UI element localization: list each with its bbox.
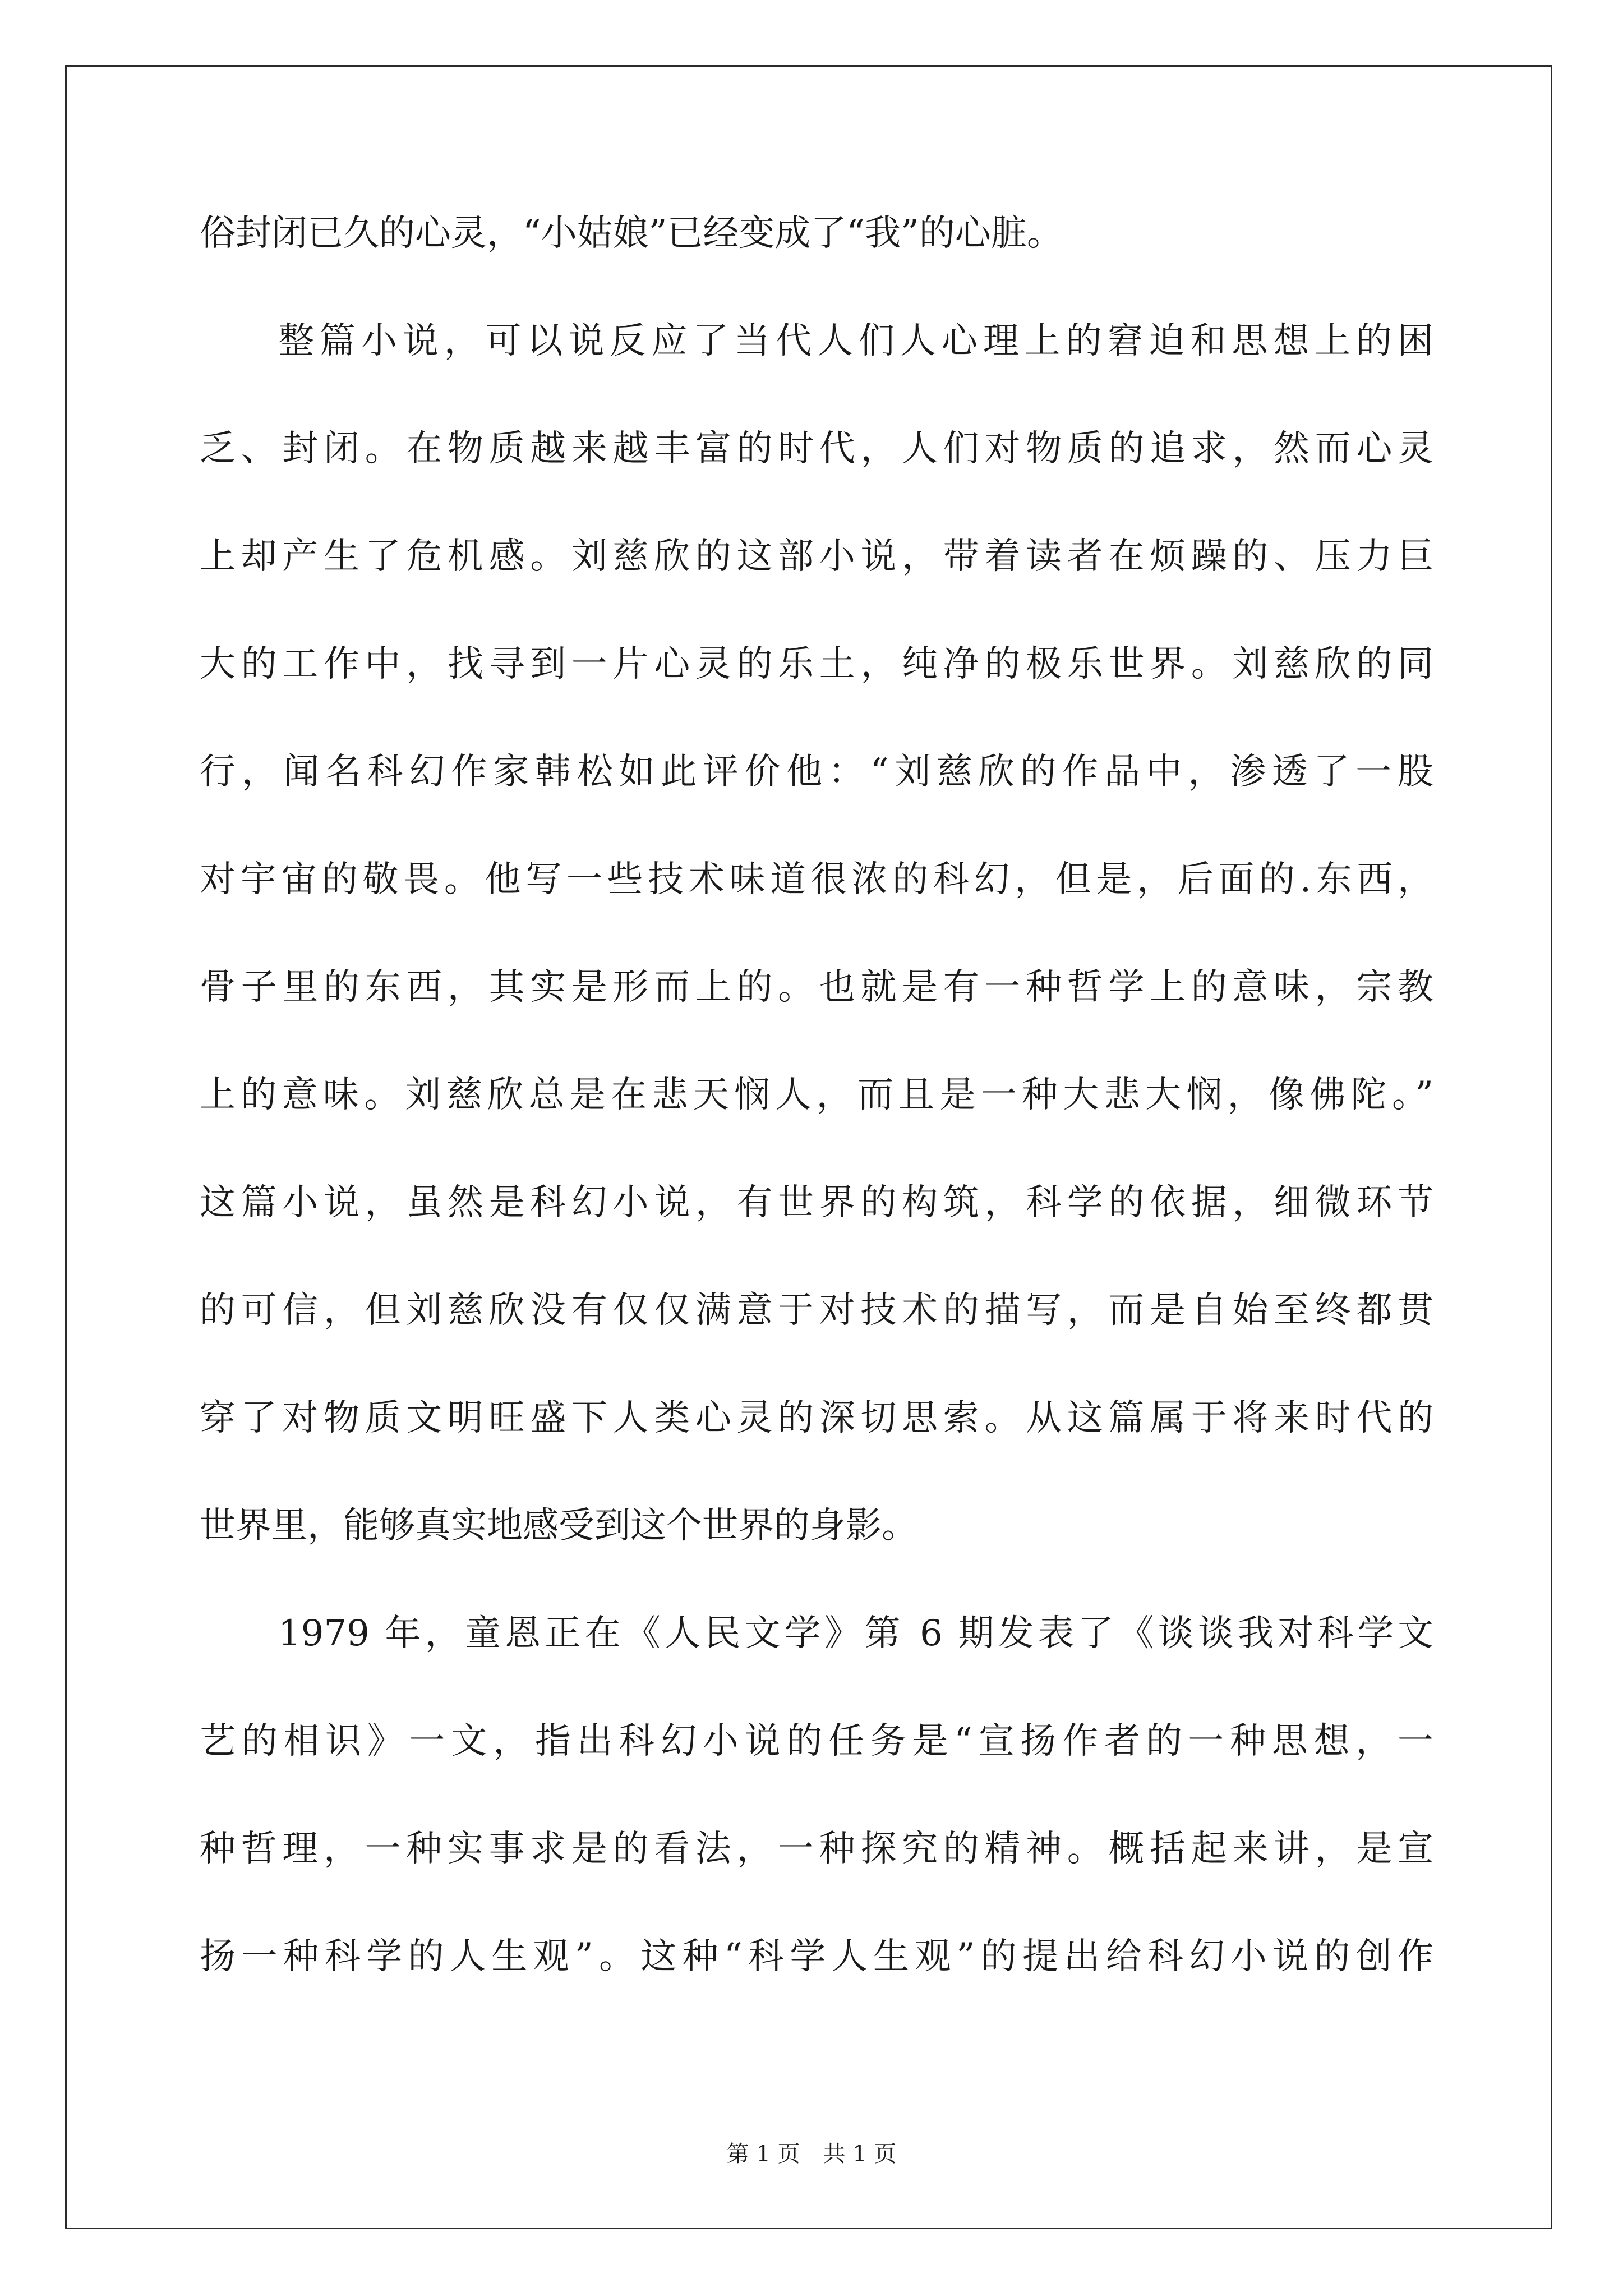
text-line: 对宇宙的敬畏。他写一些技术味道很浓的科幻，但是，后面的.东西， [200, 859, 1433, 900]
text-line: 上却产生了危机感。刘慈欣的这部小说，带着读者在烦躁的、压力巨 [200, 536, 1433, 577]
text-line: 大的工作中，找寻到一片心灵的乐土，纯净的极乐世界。刘慈欣的同 [200, 643, 1433, 685]
text-line: 整篇小说，可以说反应了当代人们人心理上的窘迫和思想上的困 [278, 320, 1433, 362]
page-total: 共 1 页 [823, 2141, 897, 2167]
text-line: 扬一种科学的人生观”。这种“科学人生观”的提出给科幻小说的创作 [200, 1936, 1433, 1977]
text-line: 世界里，能够真实地感受到这个世界的身影。 [200, 1505, 917, 1547]
text-line: 俗封闭已久的心灵，“小姑娘”已经变成了“我”的心脏。 [200, 213, 1063, 254]
text-line: 上的意味。刘慈欣总是在悲天悯人，而且是一种大悲大悯，像佛陀。” [200, 1074, 1433, 1116]
text-line: 乏、封闭。在物质越来越丰富的时代，人们对物质的追求，然而心灵 [200, 428, 1433, 470]
text-line: 行，闻名科幻作家韩松如此评价他：“刘慈欣的作品中，渗透了一股 [200, 751, 1433, 793]
page-border [65, 65, 1552, 2229]
text-line: 的可信，但刘慈欣没有仅仅满意于对技术的描写，而是自始至终都贯 [200, 1290, 1433, 1331]
text-line: 1979 年，童恩正在《人民文学》第 6 期发表了《谈谈我对科学文 [278, 1613, 1433, 1654]
text-line: 艺的相识》一文，指出科幻小说的任务是“宣扬作者的一种思想，一 [200, 1720, 1433, 1762]
text-line: 种哲理，一种实事求是的看法，一种探究的精神。概括起来讲，是宣 [200, 1828, 1433, 1870]
page-number: 第 1 页 [726, 2141, 800, 2167]
text-line: 穿了对物质文明旺盛下人类心灵的深切思索。从这篇属于将来时代的 [200, 1397, 1433, 1439]
text-line: 骨子里的东西，其实是形而上的。也就是有一种哲学上的意味，宗教 [200, 967, 1433, 1008]
page-footer [0, 2137, 1623, 2171]
text-line: 这篇小说，虽然是科幻小说，有世界的构筑，科学的依据，细微环节 [200, 1182, 1433, 1223]
